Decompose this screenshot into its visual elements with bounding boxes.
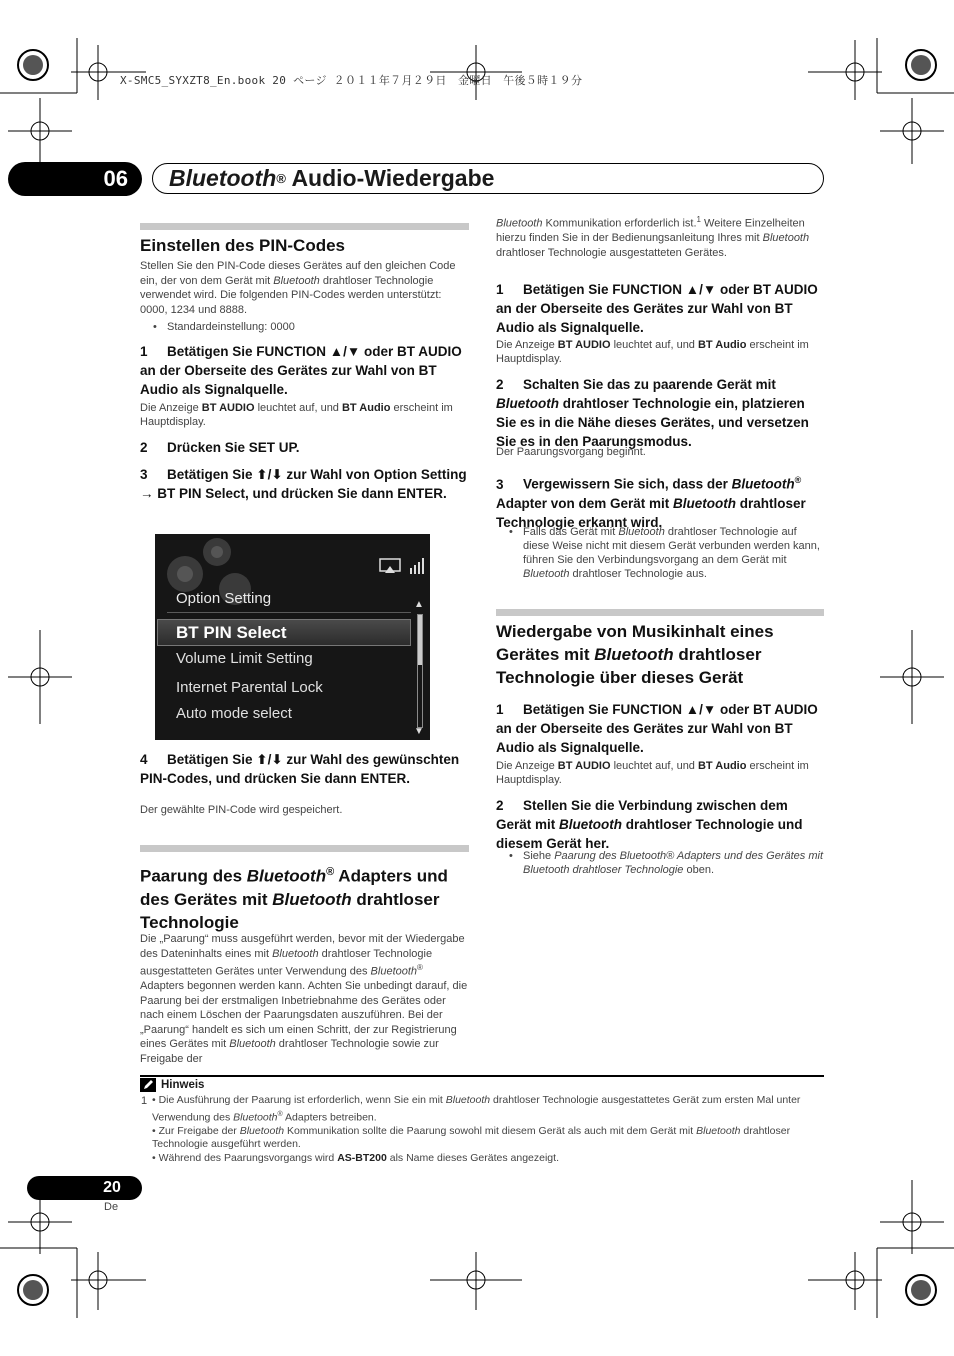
playback-step-1: 1 Betätigen Sie FUNCTION ▲/▼ oder BT AUDIO an der Oberseite des Gerätes zur Wahl von BT Audio als Signalquelle. (496, 702, 818, 755)
osd-menu-item[interactable]: Volume Limit Setting (176, 650, 313, 667)
scroll-down-icon[interactable]: ▼ (414, 726, 424, 737)
osd-menu-item[interactable]: Auto mode select (176, 705, 292, 722)
bullet-dot: • (509, 526, 513, 538)
section-bar-pin (140, 223, 469, 230)
signal-strength-icon (410, 556, 428, 574)
hinweis-title: Hinweis (161, 1079, 205, 1091)
osd-menu-item[interactable]: Internet Parental Lock (176, 679, 323, 696)
pairing-step-2: 2 Schalten Sie das zu paarende Gerät mit Bluetooth drahtloser Technologie ein, platzieren Sie es in die Nähe dieses Gerätes, und versetzen Sie es in den Paarungsmodus. (496, 377, 809, 449)
osd-scroll-thumb[interactable] (418, 615, 422, 665)
heading-pin-codes: Einstellen des PIN-Codes (140, 236, 345, 255)
section-bar-playback (496, 609, 824, 616)
pin-step-2: 2 Drücken Sie SET UP. (140, 440, 300, 455)
playback-step-1-note: Die Anzeige BT AUDIO leuchtet auf, und BT Audio erscheint im Hauptdisplay. (496, 760, 809, 786)
hinweis-item-1: • Die Ausführung der Paarung ist erforderlich, wenn Sie ein mit Bluetooth drahtloser Technologie ausgestattetes Gerät zum ersten Mal unter Verwendung des Bluetooth® Adapters betreiben. (152, 1094, 801, 1123)
pin-step-1-note: Die Anzeige BT AUDIO leuchtet auf, und BT Audio erscheint im Hauptdisplay. (140, 402, 453, 428)
pairing-body: Die „Paarung“ muss ausgeführt werden, bevor mit der Wiedergabe des Dateninhalts eines mit Bluetooth drahtloser Technologie ausgestatteten Gerätes unter Verwendung des Bluetooth® Adapters begonnen werden kann. Achten Sie unbedingt darauf, die Paarung bei der erstmaligen Inbetriebnahme des Gerätes oder nach einem Löschen der Paarungsdaten auszuführen. Bei der „Paarung“ handelt es sich um einen Schritt, der zur Registrierung eines Gerätes mit Bluetooth drahtloser Technologie sowie zur Freigabe der (140, 933, 468, 1065)
airplay-icon (379, 558, 401, 574)
bullet-dot: • (509, 850, 513, 862)
pairing-step-3-bullet: • Falls das Gerät mit Bluetooth drahtloser Technologie auf diese Weise nicht mit diesem Gerät verbunden werden kann, führen Sie den Verbindungsvorgang an dem Gerät mit Bluetooth drahtloser Technologie aus. (509, 526, 820, 580)
chapter-title-rest: Audio-Wiedergabe (285, 165, 495, 191)
hinweis-list (152, 1094, 824, 1165)
chapter-title-reg: ® (276, 171, 286, 186)
osd-screen (155, 534, 430, 740)
playback-step-2-bullet: • Siehe Paarung des Bluetooth® Adapters und des Gerätes mit Bluetooth drahtloser Technologie oben. (509, 850, 824, 876)
section-bar-pairing (140, 845, 469, 852)
chapter-number: 06 (8, 162, 142, 196)
osd-header: Option Setting (176, 590, 272, 607)
print-header: X-SMC5_SYXZT8_En.book 20 ページ ２０１１年７月２９日 金曜日 午後５時１９分 (120, 74, 583, 87)
note-pencil-icon (140, 1078, 156, 1092)
hinweis-num: 1 (141, 1095, 148, 1107)
osd-selected-item[interactable]: BT PIN Select (157, 619, 411, 646)
pairing-step-3: 3 Vergewissern Sie sich, dass der Bluetooth® Adapter von dem Gerät mit Bluetooth drahtloser Technologie erkannt wird. (496, 475, 806, 530)
pin-step-4-note: Der gewählte PIN-Code wird gespeichert. (140, 804, 343, 816)
pin-step-4: 4 Betätigen Sie ⬆/⬇ zur Wahl des gewünschten PIN-Codes, und drücken Sie dann ENTER. (140, 752, 460, 786)
pin-default-bullet: • Standardeinstellung: 0000 (153, 321, 295, 333)
hinweis-divider (140, 1075, 824, 1077)
bullet-dot: • (153, 321, 157, 333)
pin-intro: Stellen Sie den PIN-Code dieses Gerätes auf den gleichen Code ein, der von dem Gerät mit Bluetooth drahtloser Technologie verwendet wird. Die folgenden PIN-Codes werden unterstützt: 0000, 1234 und 8888. (140, 260, 456, 316)
page-language: De (104, 1201, 119, 1213)
up-down-arrows-icon: ⬆/⬇ (256, 467, 283, 482)
pin-step-1: 1 Betätigen Sie FUNCTION ▲/▼ oder BT AUDIO an der Oberseite des Gerätes zur Wahl von BT Audio als Signalquelle. (140, 344, 462, 397)
heading-pairing: Paarung des Bluetooth® Adapters und des Gerätes mit Bluetooth drahtloser Technologie (140, 866, 448, 932)
hinweis-header (140, 1078, 204, 1092)
pairing-step-1: 1 Betätigen Sie FUNCTION ▲/▼ oder BT AUDIO an der Oberseite des Gerätes zur Wahl von BT Audio als Signalquelle. (496, 282, 818, 335)
playback-step-2: 2 Stellen Sie die Verbindung zwischen dem Gerät mit Bluetooth drahtloser Technologie und diesem Gerät her. (496, 798, 803, 851)
chapter-title (152, 163, 824, 194)
hinweis-item-3: • Während des Paarungsvorgangs wird AS-BT200 als Name dieses Gerätes angezeigt. (152, 1151, 559, 1164)
up-down-arrows-icon: ⬆/⬇ (256, 752, 283, 767)
page-number: 20 (27, 1176, 142, 1200)
chapter-title-brand: Bluetooth (169, 165, 277, 191)
heading-playback: Wiedergabe von Musikinhalt eines Gerätes mit Bluetooth drahtloser Technologie über dieses Gerät (496, 622, 774, 687)
osd-divider (167, 612, 411, 613)
cross-reference[interactable]: Paarung des Bluetooth® Adapters und des Gerätes mit Bluetooth drahtloser Technologie (523, 850, 824, 876)
pairing-body-cont: Bluetooth Kommunikation erforderlich ist.$^1$ Weitere Einzelheiten hierzu finden Sie in der Bedienungsanleitung Ihres mit Bluetooth drahtloser Technologie ausgestatteten Gerätes. (496, 215, 810, 259)
pin-step-3: 3 Betätigen Sie ⬆/⬇ zur Wahl von Option Setting → BT PIN Select, und drücken Sie dann ENTER. (140, 467, 467, 501)
hinweis-item-2: • Zur Freigabe der Bluetooth Kommunikation sollte die Paarung sowohl mit diesem Gerät als auch mit dem Gerät mit Bluetooth drahtloser Technologie ausgeführt werden. (152, 1124, 791, 1150)
pairing-step-2-note: Der Paarungsvorgang beginnt. (496, 446, 646, 458)
pairing-step-1-note: Die Anzeige BT AUDIO leuchtet auf, und BT Audio erscheint im Hauptdisplay. (496, 339, 809, 365)
scroll-up-icon[interactable]: ▲ (414, 599, 424, 610)
